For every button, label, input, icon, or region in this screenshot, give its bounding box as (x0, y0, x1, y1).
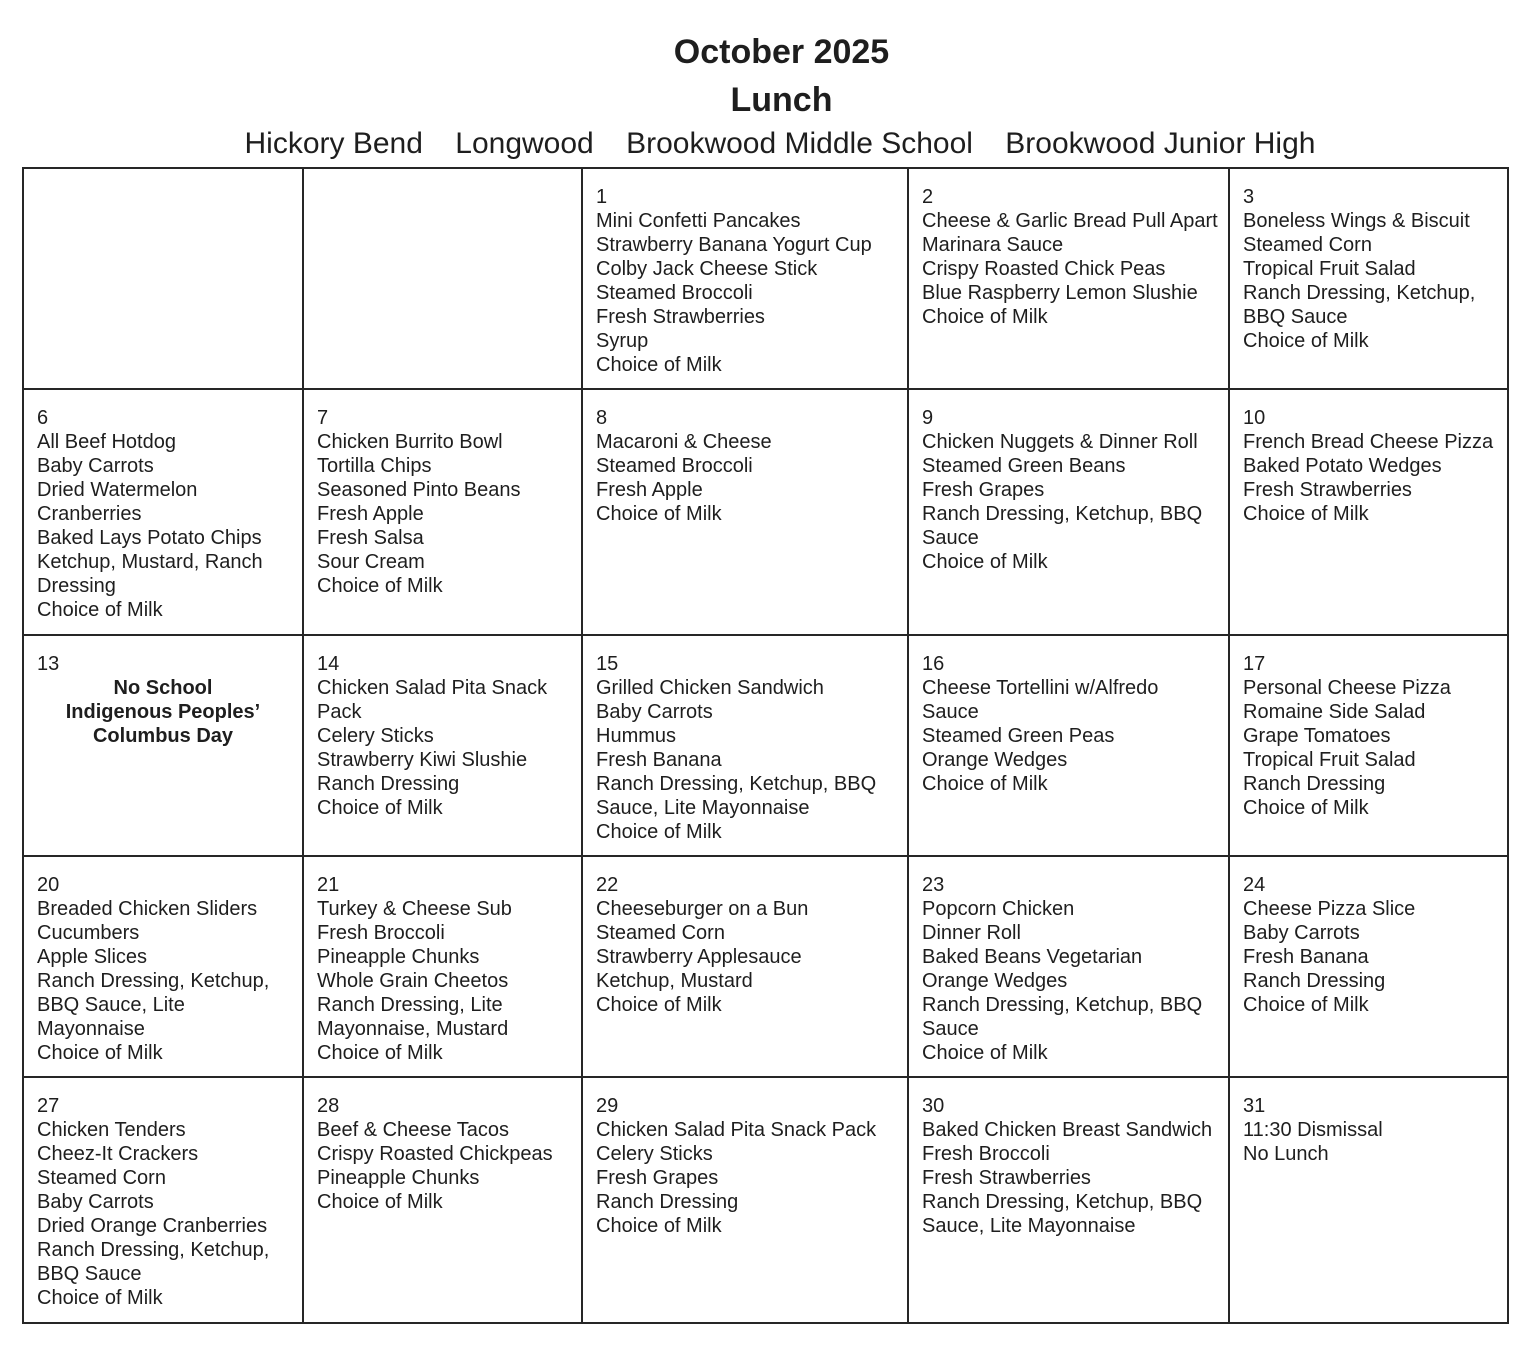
menu-item: Ranch Dressing (1243, 773, 1386, 795)
menu-item: Fresh Grapes (596, 1167, 719, 1189)
day-number: 2 (922, 186, 934, 208)
menu-item: Seasoned Pinto Beans (317, 479, 521, 501)
menu-item: Fresh Grapes (922, 479, 1045, 501)
calendar-day-cell (23, 635, 303, 856)
menu-item: Dinner Roll (922, 922, 1021, 944)
menu-item: Chicken Salad Pita Snack Pack (317, 677, 548, 723)
menu-item: Fresh Broccoli (317, 922, 445, 944)
menu-item: Steamed Corn (1243, 234, 1372, 256)
menu-item: 11:30 Dismissal (1243, 1119, 1383, 1141)
menu-item: No Lunch (1243, 1143, 1329, 1165)
calendar-week (23, 168, 1508, 389)
menu-item: Sour Cream (317, 551, 425, 573)
menu-item: Ketchup, Mustard (596, 970, 753, 992)
menu-item: Strawberry Banana Yogurt Cup (596, 234, 872, 256)
menu-item: Choice of Milk (1243, 994, 1369, 1016)
menu-item: Fresh Salsa (317, 527, 424, 549)
menu-item: Orange Wedges (922, 970, 1068, 992)
day-number: 6 (37, 407, 49, 429)
menu-item: Popcorn Chicken (922, 898, 1075, 920)
school-name: Brookwood Middle School (626, 127, 973, 160)
day-number: 23 (922, 874, 945, 896)
menu-item: Baked Lays Potato Chips (37, 527, 262, 549)
menu-item: Choice of Milk (596, 1215, 722, 1237)
day-number: 17 (1243, 653, 1266, 675)
menu-item: Ranch Dressing, Ketchup, BBQ Sauce (922, 994, 1203, 1040)
calendar-day-cell (1229, 635, 1508, 856)
menu-item: Chicken Nuggets & Dinner Roll (922, 431, 1198, 453)
meal-title: Lunch (730, 81, 833, 119)
menu-item: Cheese Tortellini w/Alfredo Sauce (922, 677, 1159, 723)
day-number: 24 (1243, 874, 1266, 896)
menu-item: Chicken Salad Pita Snack Pack (596, 1119, 877, 1141)
menu-item: Choice of Milk (37, 1287, 163, 1309)
calendar-day-cell (23, 168, 303, 389)
day-number: 9 (922, 407, 934, 429)
school-name: Hickory Bend (244, 127, 423, 160)
school-name: Longwood (455, 127, 594, 160)
day-number: 29 (596, 1095, 619, 1117)
menu-item: Steamed Broccoli (596, 282, 753, 304)
menu-item: Cheese Pizza Slice (1243, 898, 1416, 920)
menu-item: Choice of Milk (317, 797, 443, 819)
calendar-day-cell (582, 635, 908, 856)
menu-item: Choice of Milk (922, 1042, 1048, 1064)
menu-item: Grilled Chicken Sandwich (596, 677, 824, 699)
menu-item: Chicken Tenders (37, 1119, 186, 1141)
menu-item: Steamed Corn (596, 922, 725, 944)
menu-item: Ranch Dressing (317, 773, 460, 795)
menu-item: Dried Watermelon Cranberries (37, 479, 198, 525)
menu-item: Choice of Milk (922, 306, 1048, 328)
menu-item: Steamed Broccoli (596, 455, 753, 477)
calendar-week (23, 1077, 1508, 1323)
menu-item: Celery Sticks (317, 725, 434, 747)
menu-item: Choice of Milk (922, 773, 1048, 795)
menu-item: Fresh Apple (317, 503, 424, 525)
day-number: 30 (922, 1095, 945, 1117)
menu-item: Hummus (596, 725, 677, 747)
menu-item: Mini Confetti Pancakes (596, 210, 801, 232)
day-number: 3 (1243, 186, 1255, 208)
menu-item: Blue Raspberry Lemon Slushie (922, 282, 1198, 304)
day-number: 15 (596, 653, 619, 675)
day-number: 28 (317, 1095, 340, 1117)
calendar-day-cell (1229, 1077, 1508, 1323)
menu-item: Choice of Milk (1243, 330, 1369, 352)
calendar-day-cell (908, 635, 1229, 856)
day-number: 22 (596, 874, 619, 896)
menu-item: Fresh Banana (596, 749, 722, 771)
menu-item: Tropical Fruit Salad (1243, 749, 1416, 771)
day-number: 20 (37, 874, 60, 896)
menu-item: Crispy Roasted Chickpeas (317, 1143, 553, 1165)
menu-item: Baked Beans Vegetarian (922, 946, 1143, 968)
menu-item: Whole Grain Cheetos (317, 970, 509, 992)
menu-item: Strawberry Kiwi Slushie (317, 749, 528, 771)
menu-item: Steamed Corn (37, 1167, 166, 1189)
menu-item: Choice of Milk (596, 503, 722, 525)
day-number: 21 (317, 874, 340, 896)
day-number: 10 (1243, 407, 1266, 429)
menu-item: Choice of Milk (596, 821, 722, 843)
menu-item: Chicken Burrito Bowl (317, 431, 503, 453)
calendar-day-cell (303, 389, 582, 635)
menu-item: Ranch Dressing, Ketchup, BBQ Sauce (922, 503, 1203, 549)
menu-item: Cheez-It Crackers (37, 1143, 199, 1165)
menu-item: Strawberry Applesauce (596, 946, 802, 968)
menu-item: Choice of Milk (317, 575, 443, 597)
holiday-note: Columbus Day (92, 725, 234, 747)
calendar-day-cell (303, 168, 582, 389)
menu-item: Ranch Dressing, Lite Mayonnaise, Mustard (317, 994, 509, 1040)
holiday-note: Indigenous Peoples’ (65, 701, 261, 723)
menu-item: Fresh Strawberries (596, 306, 765, 328)
menu-item: Choice of Milk (37, 1042, 163, 1064)
calendar-day-cell (908, 168, 1229, 389)
calendar-day-cell (303, 1077, 582, 1323)
menu-item: Fresh Strawberries (922, 1167, 1091, 1189)
menu-item: Choice of Milk (1243, 503, 1369, 525)
lunch-calendar (22, 167, 1509, 1324)
menu-item: Ranch Dressing, Ketchup, BBQ Sauce (1243, 282, 1476, 328)
menu-item: Cucumbers (37, 922, 140, 944)
calendar-day-cell (23, 856, 303, 1077)
menu-item: Baked Potato Wedges (1243, 455, 1442, 477)
calendar-day-cell (1229, 856, 1508, 1077)
calendar-week (23, 389, 1508, 635)
menu-item: Romaine Side Salad (1243, 701, 1426, 723)
menu-item: Syrup (596, 330, 649, 352)
menu-item: Tropical Fruit Salad (1243, 258, 1416, 280)
calendar-week (23, 635, 1508, 856)
menu-item: Steamed Green Beans (922, 455, 1126, 477)
calendar-day-cell (1229, 389, 1508, 635)
day-number: 31 (1243, 1095, 1266, 1117)
menu-item: Beef & Cheese Tacos (317, 1119, 509, 1141)
menu-item: Choice of Milk (922, 551, 1048, 573)
menu-item: Choice of Milk (317, 1191, 443, 1213)
calendar-day-cell (582, 1077, 908, 1323)
menu-item: French Bread Cheese Pizza (1243, 431, 1494, 453)
menu-item: Choice of Milk (317, 1042, 443, 1064)
menu-item: Orange Wedges (922, 749, 1068, 771)
day-number: 13 (37, 653, 60, 675)
menu-item: Choice of Milk (596, 994, 722, 1016)
day-number: 7 (317, 407, 329, 429)
menu-item: Fresh Strawberries (1243, 479, 1412, 501)
school-list (0, 125, 1530, 163)
menu-item: Celery Sticks (596, 1143, 713, 1165)
calendar-day-cell (1229, 168, 1508, 389)
menu-item: Turkey & Cheese Sub (317, 898, 512, 920)
menu-item: Ranch Dressing, Ketchup, BBQ Sauce, Lite Mayonnaise (596, 773, 877, 819)
menu-item: Fresh Banana (1243, 946, 1369, 968)
menu-item: Grape Tomatoes (1243, 725, 1391, 747)
menu-item: Baby Carrots (1243, 922, 1360, 944)
page-title: October 2025 (673, 33, 890, 71)
calendar-day-cell (908, 1077, 1229, 1323)
menu-item: Personal Cheese Pizza (1243, 677, 1451, 699)
menu-item: Steamed Green Peas (922, 725, 1115, 747)
menu-item: Colby Jack Cheese Stick (596, 258, 818, 280)
menu-item: Apple Slices (37, 946, 148, 968)
menu-item: Pineapple Chunks (317, 1167, 480, 1189)
menu-item: Ranch Dressing, Ketchup, BBQ Sauce, Lite Mayonnaise (37, 970, 270, 1040)
menu-item: Macaroni & Cheese (596, 431, 772, 453)
menu-item: Baked Chicken Breast Sandwich (922, 1119, 1213, 1141)
calendar-day-cell (23, 389, 303, 635)
day-number: 1 (596, 186, 608, 208)
menu-item: Pineapple Chunks (317, 946, 480, 968)
menu-item: Dried Orange Cranberries (37, 1215, 268, 1237)
menu-item: Marinara Sauce (922, 234, 1064, 256)
menu-item: Tortilla Chips (317, 455, 432, 477)
menu-item: Cheese & Garlic Bread Pull Apart (922, 210, 1218, 232)
menu-item: Ranch Dressing, Ketchup, BBQ Sauce, Lite Mayonnaise (922, 1191, 1203, 1237)
menu-item: Baby Carrots (37, 455, 154, 477)
day-number: 16 (922, 653, 945, 675)
menu-item: Ranch Dressing, Ketchup, BBQ Sauce (37, 1239, 270, 1285)
day-number: 27 (37, 1095, 60, 1117)
day-number: 14 (317, 653, 340, 675)
calendar-day-cell (23, 1077, 303, 1323)
calendar-day-cell (908, 389, 1229, 635)
calendar-day-cell (303, 635, 582, 856)
menu-item: Boneless Wings & Biscuit (1243, 210, 1470, 232)
school-name: Brookwood Junior High (1005, 127, 1316, 160)
menu-item: Choice of Milk (1243, 797, 1369, 819)
menu-item: Fresh Apple (596, 479, 703, 501)
menu-item: All Beef Hotdog (37, 431, 176, 453)
calendar-day-cell (582, 168, 908, 389)
menu-item: Baby Carrots (37, 1191, 154, 1213)
menu-item: Fresh Broccoli (922, 1143, 1050, 1165)
menu-item: Ranch Dressing (1243, 970, 1386, 992)
menu-item: Baby Carrots (596, 701, 713, 723)
menu-item: Crispy Roasted Chick Peas (922, 258, 1166, 280)
menu-item: Ranch Dressing (596, 1191, 739, 1213)
holiday-note: No School (113, 677, 213, 699)
menu-item: Choice of Milk (596, 354, 722, 376)
calendar-week (23, 856, 1508, 1077)
menu-item: Cheeseburger on a Bun (596, 898, 809, 920)
menu-item: Ketchup, Mustard, Ranch Dressing (37, 551, 263, 597)
menu-item: Breaded Chicken Sliders (37, 898, 258, 920)
calendar-day-cell (303, 856, 582, 1077)
menu-item: Choice of Milk (37, 599, 163, 621)
calendar-day-cell (582, 389, 908, 635)
day-number: 8 (596, 407, 608, 429)
calendar-day-cell (582, 856, 908, 1077)
calendar-day-cell (908, 856, 1229, 1077)
